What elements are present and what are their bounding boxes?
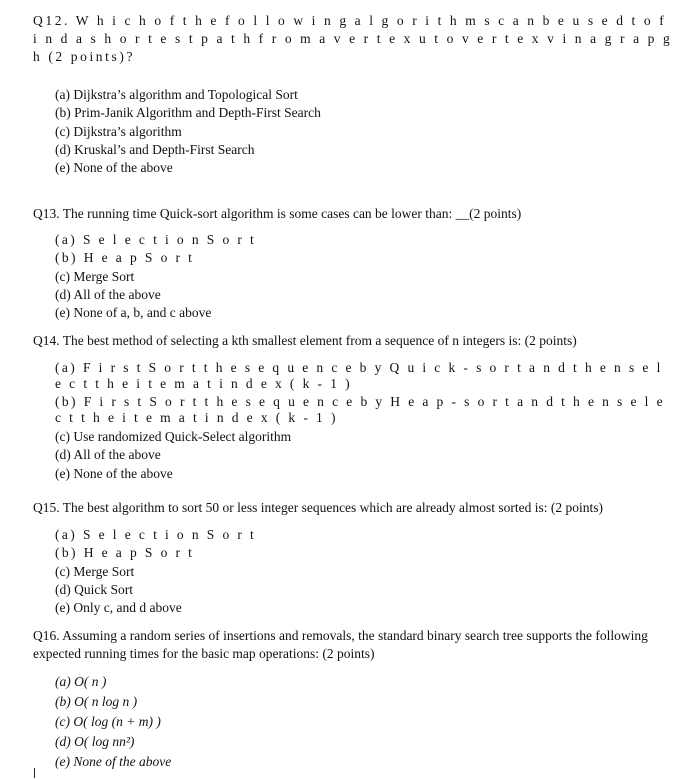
q12-option-c: (c) Dijkstra’s algorithm [55, 123, 182, 139]
q15-option-a: (a) S e l e c t i o n S o r t [55, 527, 257, 542]
q16-option-e: (e) None of the above [55, 754, 172, 769]
q14-option-a: (a) F i r s t S o r t t h e s e q u e n c e b y Q u i c k - s o r t a n d t h e n s e l e c t t h e i t e m a t i n d e x ( k - 1 ) [55, 360, 669, 391]
q13-option-a: (a) S e l e c t i o n S o r t [55, 232, 257, 247]
q16-option-b: (b) O( n log n ) [55, 694, 138, 709]
q14-option-d: (d) All of the above [55, 447, 161, 463]
question-q12-options [55, 86, 675, 177]
question-q14-text: Q14. The best method of selecting a kth smallest element from a sequence of n integers is: (2 points) [33, 333, 577, 348]
question-q16-options [55, 672, 675, 772]
q14-option-b: (b) F i r s t S o r t t h e s e q u e n c e b y H e a p - s o r t a n d t h e n s e l e c t t h e i t e m a t i n d e x ( k - 1 ) [55, 394, 671, 425]
q15-option-b: (b) H e a p S o r t [55, 545, 195, 561]
question-q13-options [55, 231, 675, 322]
question-q14-options [55, 360, 675, 483]
q12-option-a: (a) Dijkstra’s algorithm and Topological Sort [55, 87, 298, 102]
q13-option-b: (b) H e a p S o r t [55, 250, 195, 266]
question-q15-text: Q15. The best algorithm to sort 50 or less integer sequences which are already almost sorted is: (2 points) [33, 500, 603, 515]
q15-option-e: (e) Only c, and d above [55, 600, 182, 616]
q13-option-d: (d) All of the above [55, 286, 161, 302]
q16-option-a: (a) O( n ) [55, 674, 107, 689]
q13-option-c: (c) Merge Sort [55, 268, 135, 284]
question-q15-options [55, 526, 675, 617]
q13-option-e: (e) None of a, b, and c above [55, 305, 212, 321]
q15-option-d: (d) Quick Sort [55, 581, 133, 597]
question-q16-text: Q16. Assuming a random series of insertions and removals, the standard binary search tree supports the following expected running times for the basic map operations: (2 points) [33, 628, 652, 661]
q12-option-d: (d) Kruskal’s and Depth-First Search [55, 141, 255, 157]
q14-option-e: (e) None of the above [55, 465, 173, 481]
question-q12-text: Q12. W h i c h o f t h e f o l l o w i n g a l g o r i t h m s c a n b e u s e d t o f i n d a s h o r t e s t p a t h f r o m a v e r t e x u t o v e r t e x v i n a g r a p g h (2 points)? [33, 13, 679, 64]
question-q13-text: Q13. The running time Quick-sort algorithm is some cases can be lower than: __(2 points) [33, 206, 522, 221]
q12-option-b: (b) Prim-Janik Algorithm and Depth-First Search [55, 105, 321, 121]
q14-option-c: (c) Use randomized Quick-Select algorithm [55, 429, 292, 444]
q16-option-d: (d) O( log nn²) [55, 734, 135, 749]
q16-option-c: (c) O( log (n + m) ) [55, 714, 161, 729]
q15-option-c: (c) Merge Sort [55, 563, 135, 579]
q12-option-e: (e) None of the above [55, 160, 173, 176]
text-cursor [34, 768, 35, 778]
